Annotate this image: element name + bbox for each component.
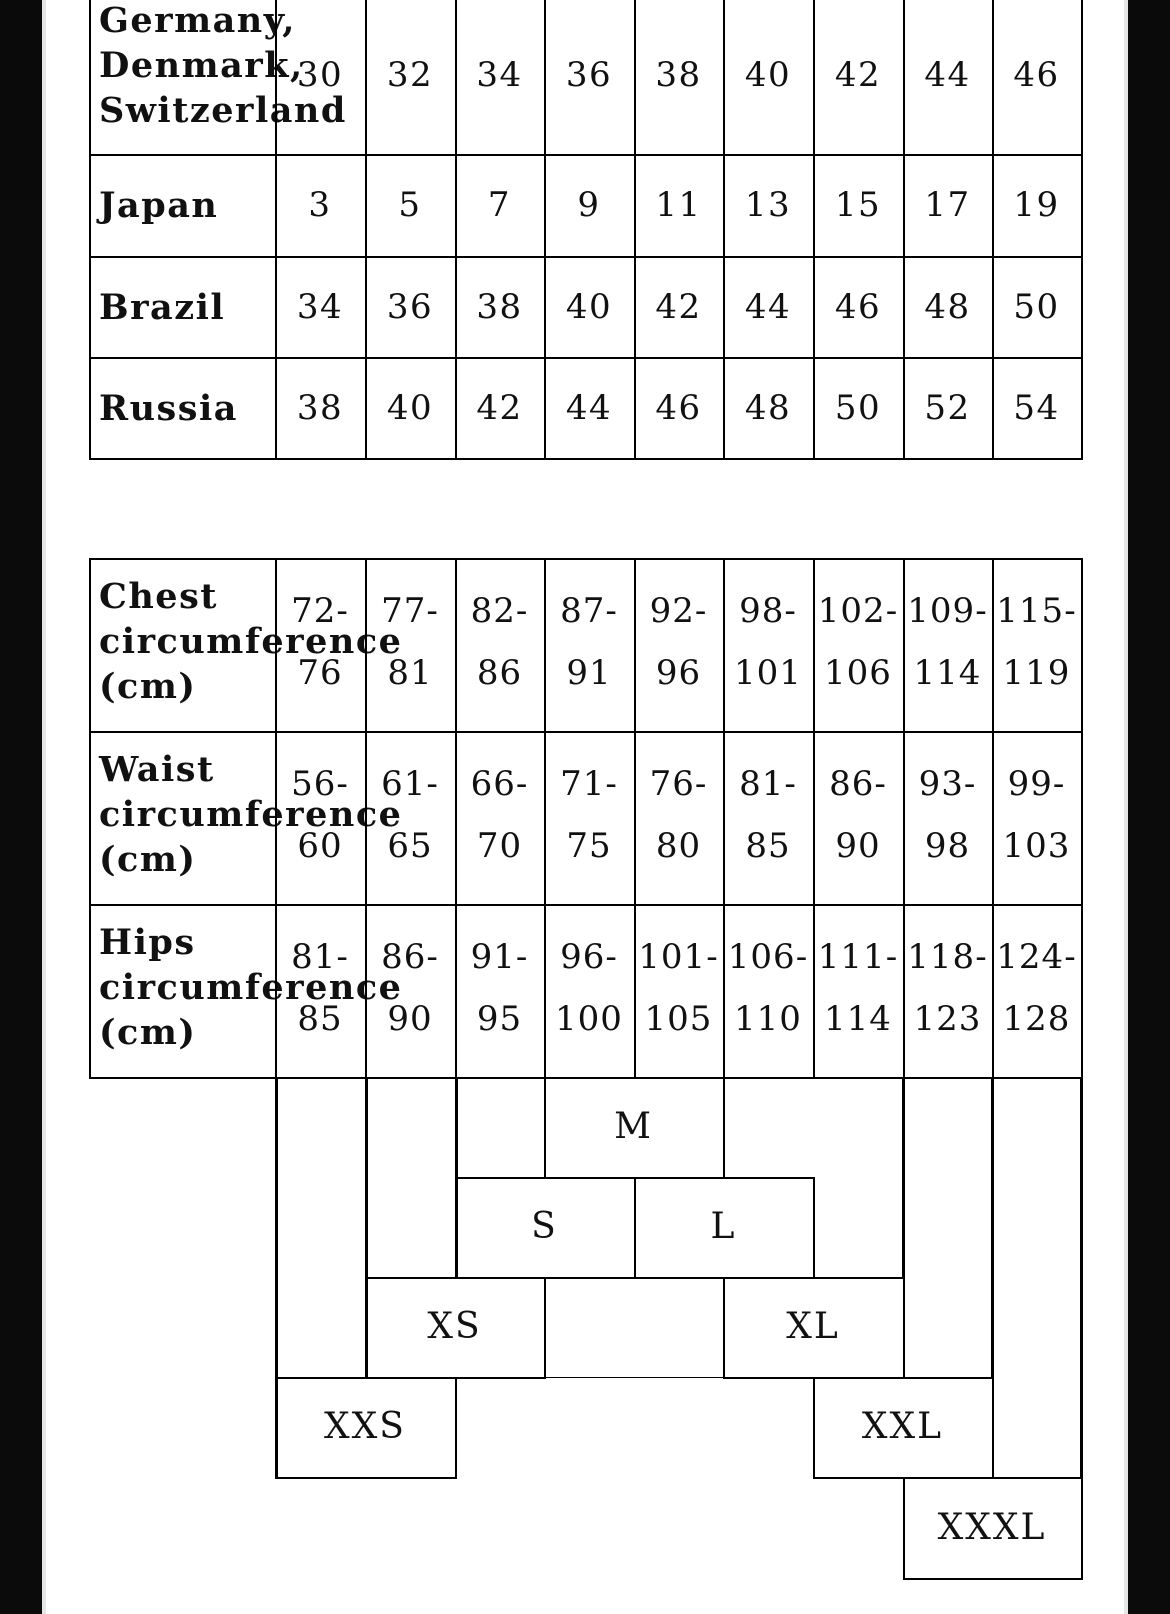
size-value: 46	[1013, 55, 1060, 95]
connector-line	[723, 1177, 813, 1178]
size-value: 11	[655, 185, 702, 225]
connector-line	[544, 1377, 723, 1378]
country-name: Germany, Denmark, Switzerland	[99, 0, 347, 131]
measure-range: 76- 80	[649, 764, 708, 866]
measure-range: 77- 81	[381, 591, 439, 693]
size-value: 42	[476, 387, 523, 428]
panel-edge-right	[1124, 0, 1128, 1614]
ladder-frame-right	[991, 1077, 994, 1377]
measure-range: 66- 70	[470, 764, 529, 866]
measure-range: 61- 65	[381, 764, 439, 866]
size-value: 50	[1013, 286, 1060, 327]
measure-range: 81- 85	[739, 764, 797, 866]
measure-label: Hips circumference (cm)	[99, 922, 403, 1053]
right-dark-margin	[1128, 0, 1170, 200]
size-value: 36	[386, 286, 434, 327]
size-value: 15	[834, 185, 882, 225]
size-value: 52	[924, 387, 971, 428]
measure-range: 86- 90	[381, 937, 439, 1039]
measure-range: 98- 101	[734, 591, 802, 693]
size-value: 40	[744, 55, 792, 95]
size-label: L	[710, 1206, 737, 1247]
measure-range: 111- 114	[817, 937, 899, 1039]
size-value: 46	[834, 286, 882, 327]
size-value: 13	[744, 185, 792, 225]
size-label: XXXL	[937, 1506, 1047, 1548]
measure-range: 82- 86	[470, 591, 529, 693]
size-value: 46	[655, 387, 702, 428]
measure-range: 109- 114	[907, 591, 988, 693]
measure-range: 118- 123	[907, 937, 988, 1039]
size-value: 42	[834, 55, 882, 95]
size-value: 30	[296, 55, 344, 95]
size-value: 34	[296, 286, 344, 327]
measure-range: 56- 60	[291, 764, 349, 866]
size-value: 3	[308, 185, 332, 225]
size-label: XXS	[324, 1406, 406, 1447]
size-value: 48	[924, 286, 971, 327]
size-value: 38	[655, 55, 702, 95]
size-value: 44	[565, 387, 613, 428]
size-value: 9	[577, 185, 601, 225]
connector-line	[813, 1277, 903, 1278]
measure-range: 91- 95	[470, 937, 529, 1039]
size-label: XS	[427, 1306, 482, 1347]
country-name: Japan	[99, 185, 219, 226]
size-value: 34	[476, 55, 523, 95]
measure-label: Chest circumference (cm)	[99, 576, 403, 707]
measure-range: 93- 98	[918, 764, 977, 866]
measure-range: 81- 85	[291, 937, 349, 1039]
connector-line	[992, 1477, 1081, 1478]
panel-edge-left	[42, 0, 46, 1614]
size-value: 32	[386, 55, 434, 95]
size-value: 38	[476, 286, 523, 327]
measure-range: 124- 128	[996, 937, 1077, 1039]
size-label: XL	[786, 1306, 840, 1347]
size-value: 19	[1013, 185, 1060, 225]
size-value: 5	[398, 185, 422, 225]
measure-range: 101- 105	[638, 937, 719, 1039]
size-value: 48	[744, 387, 792, 428]
measure-range: 92- 96	[649, 591, 708, 693]
country-name: Brazil	[99, 286, 226, 328]
size-value: 44	[744, 286, 792, 327]
country-name: Russia	[99, 387, 238, 429]
connector-line	[903, 1377, 992, 1378]
size-value: 38	[296, 387, 344, 428]
measure-label: Waist circumference (cm)	[99, 749, 403, 880]
size-label: XXL	[861, 1406, 944, 1447]
size-value: 7	[487, 185, 512, 225]
left-dark-margin	[0, 0, 42, 200]
size-value: 40	[386, 387, 434, 428]
size-value: 17	[924, 185, 971, 225]
size-value: 50	[834, 387, 882, 428]
size-value: 42	[655, 286, 702, 327]
measure-range: 115- 119	[996, 591, 1077, 693]
size-label: S	[531, 1206, 558, 1247]
measure-range: 106- 110	[727, 937, 809, 1039]
measure-range: 71- 75	[560, 764, 618, 866]
measure-range: 96- 100	[555, 937, 623, 1039]
measure-range: 86- 90	[829, 764, 887, 866]
measure-range: 102- 106	[817, 591, 899, 693]
size-value: 40	[565, 286, 613, 327]
size-value: 44	[924, 55, 971, 95]
ladder-frame-right	[1080, 1077, 1083, 1477]
size-label: M	[614, 1106, 653, 1147]
ladder-frame-right	[902, 1077, 905, 1277]
size-value: 54	[1013, 387, 1060, 428]
size-value: 36	[565, 55, 613, 95]
measure-range: 72- 76	[291, 591, 349, 693]
measure-range: 87- 91	[560, 591, 618, 693]
measure-range: 99- 103	[1002, 764, 1071, 866]
